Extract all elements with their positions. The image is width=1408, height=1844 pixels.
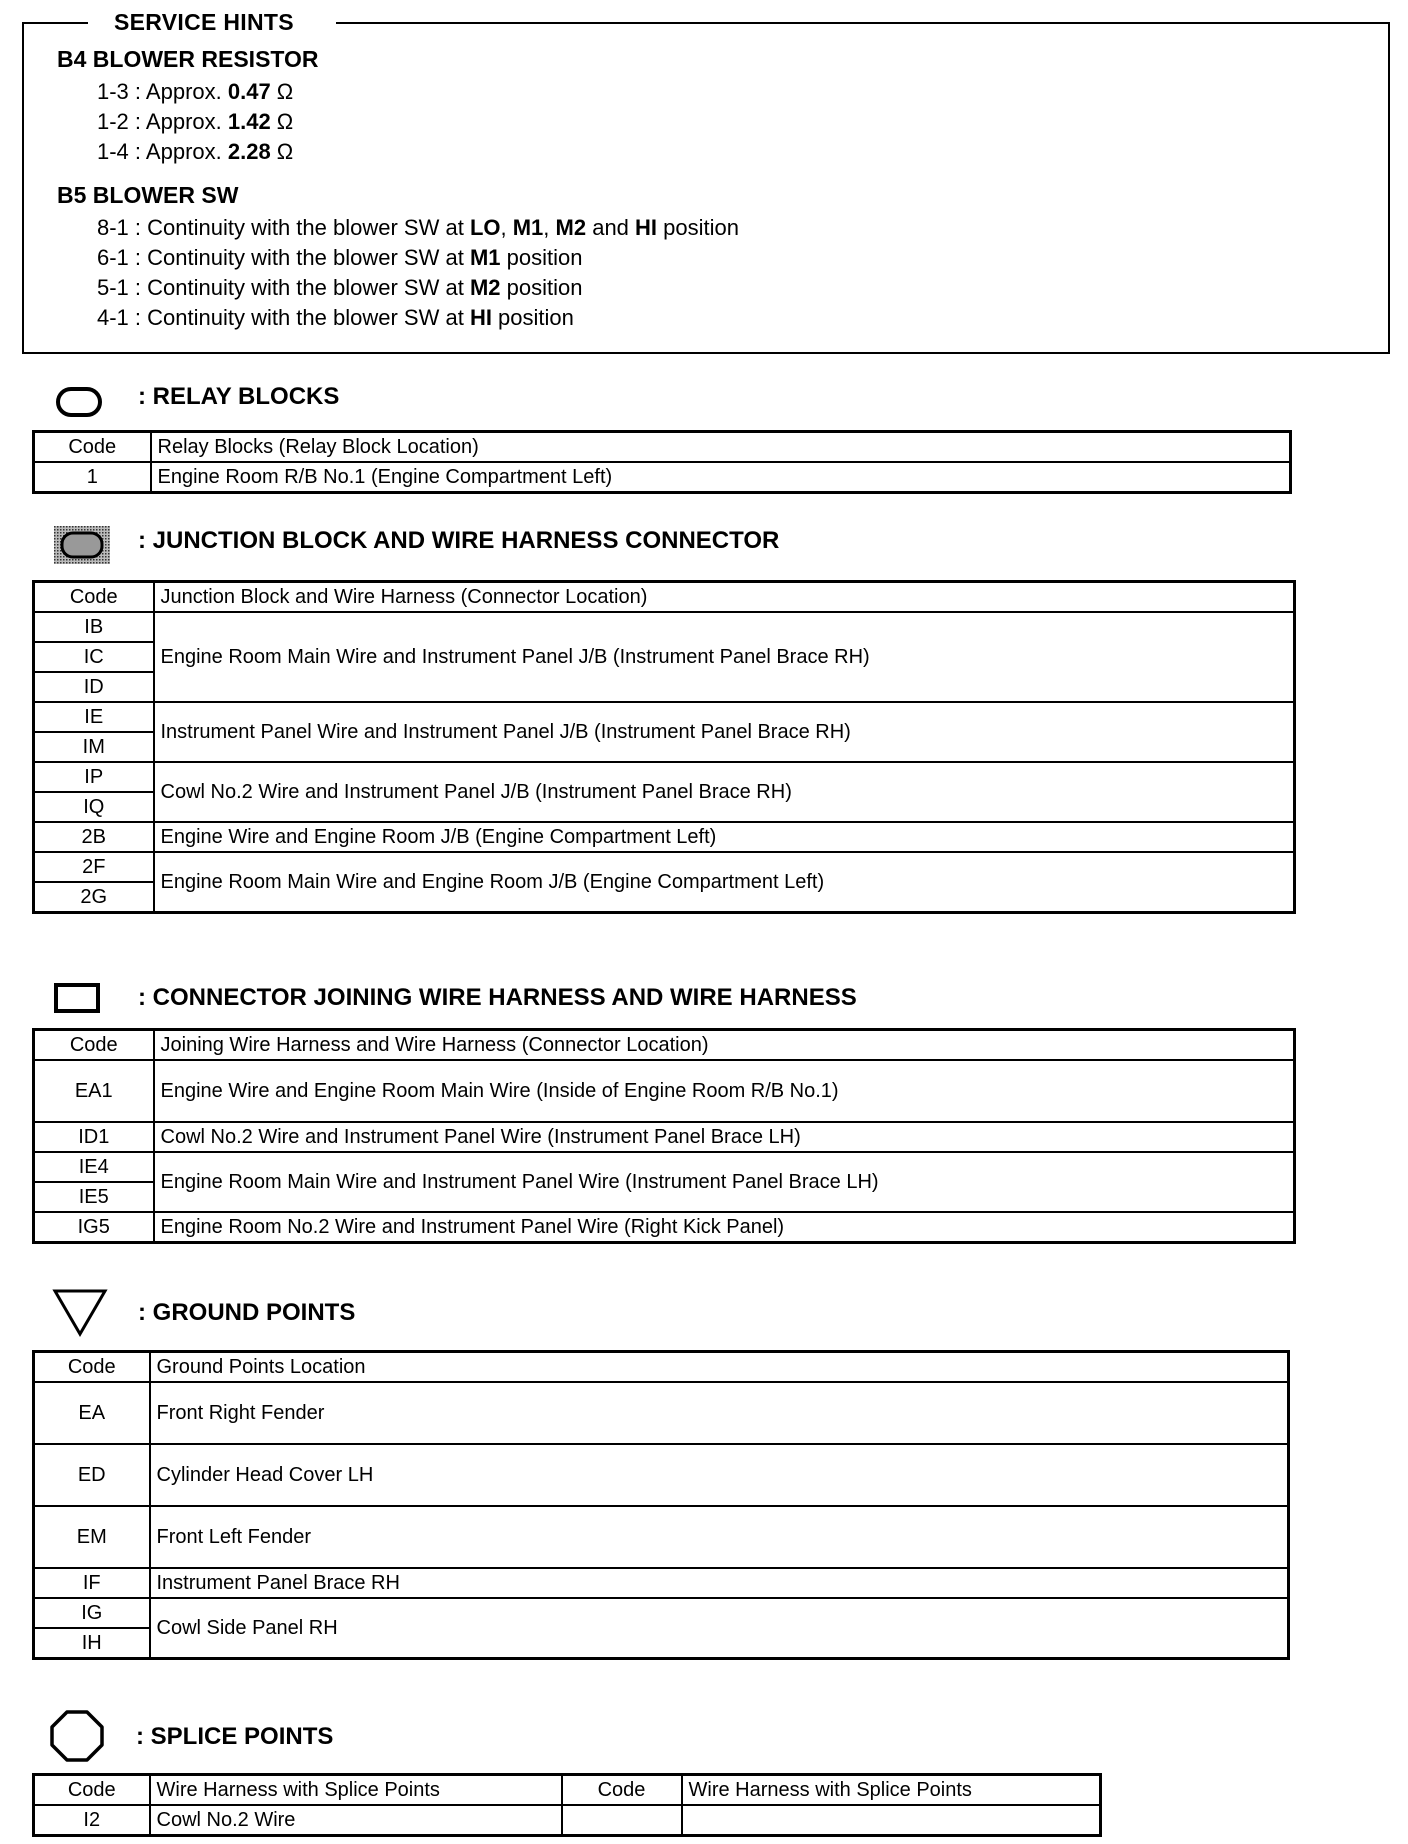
relay-blocks-table — [32, 430, 1292, 494]
table-row — [34, 462, 1291, 493]
code-cell: EM — [34, 1506, 150, 1568]
b5-line: 4-1 : Continuity with the blower SW at HI position — [97, 305, 574, 330]
junction-blocks-table — [32, 580, 1296, 914]
code-cell: IQ — [34, 792, 154, 822]
ground-points-table — [32, 1350, 1290, 1660]
code-cell: IE4 — [34, 1152, 154, 1182]
header-desc: Joining Wire Harness and Wire Harness (Connector Location) — [154, 1030, 1295, 1061]
desc-cell-2 — [682, 1805, 1101, 1836]
b4-line: 1-4 : Approx. 2.28 Ω — [97, 139, 294, 164]
desc-cell: Engine Room R/B No.1 (Engine Compartment Left) — [151, 462, 1291, 493]
header-desc: Ground Points Location — [150, 1352, 1289, 1383]
desc-cell: Cowl No.2 Wire — [150, 1805, 562, 1836]
desc-cell: Engine Room Main Wire and Engine Room J/B (Engine Compartment Left) — [154, 852, 1295, 913]
code-cell: IH — [34, 1628, 150, 1659]
desc-cell: Engine Room No.2 Wire and Instrument Panel Wire (Right Kick Panel) — [154, 1212, 1295, 1243]
code-cell: 1 — [34, 462, 151, 493]
header-code: Code — [34, 582, 154, 613]
connectors-title: : CONNECTOR JOINING WIRE HARNESS AND WIRE HARNESS — [138, 984, 857, 1011]
code-cell: IM — [34, 732, 154, 762]
table-row — [34, 852, 1295, 882]
connector-symbol-icon — [54, 983, 102, 1015]
desc-cell: Cowl No.2 Wire and Instrument Panel Wire (Instrument Panel Brace LH) — [154, 1122, 1295, 1152]
code-cell: ID — [34, 672, 154, 702]
junction-blocks-title: : JUNCTION BLOCK AND WIRE HARNESS CONNECTOR — [138, 527, 780, 554]
code-cell: I2 — [34, 1805, 150, 1836]
header-desc-2: Wire Harness with Splice Points — [682, 1775, 1101, 1806]
table-row — [34, 1568, 1289, 1598]
code-cell: IG5 — [34, 1212, 154, 1243]
code-cell: IE — [34, 702, 154, 732]
table-row — [34, 1444, 1289, 1506]
desc-cell: Engine Room Main Wire and Instrument Panel J/B (Instrument Panel Brace RH) — [154, 612, 1295, 702]
table-row — [34, 702, 1295, 732]
code-cell: IB — [34, 612, 154, 642]
desc-cell: Engine Room Main Wire and Instrument Panel Wire (Instrument Panel Brace LH) — [154, 1152, 1295, 1212]
ground-point-symbol-icon — [52, 1288, 112, 1338]
splice-points-table — [32, 1773, 1102, 1837]
table-row — [34, 762, 1295, 792]
table-row — [34, 1506, 1289, 1568]
header-code: Code — [34, 1352, 150, 1383]
header-desc: Wire Harness with Splice Points — [150, 1775, 562, 1806]
table-row — [34, 1060, 1295, 1122]
table-row — [34, 822, 1295, 852]
desc-cell: Engine Wire and Engine Room Main Wire (Inside of Engine Room R/B No.1) — [154, 1060, 1295, 1122]
code-cell-2 — [562, 1805, 682, 1836]
desc-cell: Instrument Panel Wire and Instrument Panel J/B (Instrument Panel Brace RH) — [154, 702, 1295, 762]
code-cell: IP — [34, 762, 154, 792]
table-row — [34, 1122, 1295, 1152]
service-hints-title: SERVICE HINTS — [114, 9, 294, 35]
b5-heading: B5 BLOWER SW — [57, 182, 239, 208]
splice-points-title: : SPLICE POINTS — [136, 1723, 334, 1750]
desc-cell: Cowl No.2 Wire and Instrument Panel J/B (Instrument Panel Brace RH) — [154, 762, 1295, 822]
desc-cell: Cowl Side Panel RH — [150, 1598, 1289, 1659]
header-desc: Junction Block and Wire Harness (Connector Location) — [154, 582, 1295, 613]
code-cell: IF — [34, 1568, 150, 1598]
junction-block-symbol-icon — [54, 526, 114, 566]
relay-blocks-title: : RELAY BLOCKS — [138, 383, 340, 410]
table-row — [34, 1212, 1295, 1243]
splice-point-symbol-icon — [50, 1710, 106, 1762]
table-row — [34, 1805, 1101, 1836]
header-code: Code — [34, 432, 151, 463]
table-header-row — [34, 582, 1295, 613]
relay-block-symbol-icon — [56, 386, 104, 420]
code-cell: ED — [34, 1444, 150, 1506]
table-row — [34, 1382, 1289, 1444]
b5-line: 5-1 : Continuity with the blower SW at M2 position — [97, 275, 583, 300]
connectors-table — [32, 1028, 1296, 1244]
desc-cell: Cylinder Head Cover LH — [150, 1444, 1289, 1506]
code-cell: 2B — [34, 822, 154, 852]
desc-cell: Engine Wire and Engine Room J/B (Engine Compartment Left) — [154, 822, 1295, 852]
code-cell: EA — [34, 1382, 150, 1444]
desc-cell: Front Right Fender — [150, 1382, 1289, 1444]
table-row — [34, 1152, 1295, 1182]
header-desc: Relay Blocks (Relay Block Location) — [151, 432, 1291, 463]
table-header-row — [34, 432, 1291, 463]
table-header-row — [34, 1030, 1295, 1061]
b5-line: 8-1 : Continuity with the blower SW at LO, M1, M2 and HI position — [97, 215, 739, 240]
b5-line: 6-1 : Continuity with the blower SW at M1 position — [97, 245, 583, 270]
table-header-row — [34, 1352, 1289, 1383]
header-code-2: Code — [562, 1775, 682, 1806]
b4-line: 1-2 : Approx. 1.42 Ω — [97, 109, 294, 134]
header-code: Code — [34, 1775, 150, 1806]
header-code: Code — [34, 1030, 154, 1061]
code-cell: IC — [34, 642, 154, 672]
code-cell: 2G — [34, 882, 154, 913]
code-cell: 2F — [34, 852, 154, 882]
code-cell: IG — [34, 1598, 150, 1628]
desc-cell: Front Left Fender — [150, 1506, 1289, 1568]
desc-cell: Instrument Panel Brace RH — [150, 1568, 1289, 1598]
b4-heading: B4 BLOWER RESISTOR — [57, 46, 319, 72]
code-cell: ID1 — [34, 1122, 154, 1152]
code-cell: IE5 — [34, 1182, 154, 1212]
table-row — [34, 1598, 1289, 1628]
b4-line: 1-3 : Approx. 0.47 Ω — [97, 79, 294, 104]
table-row — [34, 612, 1295, 642]
ground-points-title: : GROUND POINTS — [138, 1299, 356, 1326]
code-cell: EA1 — [34, 1060, 154, 1122]
table-header-row — [34, 1775, 1101, 1806]
